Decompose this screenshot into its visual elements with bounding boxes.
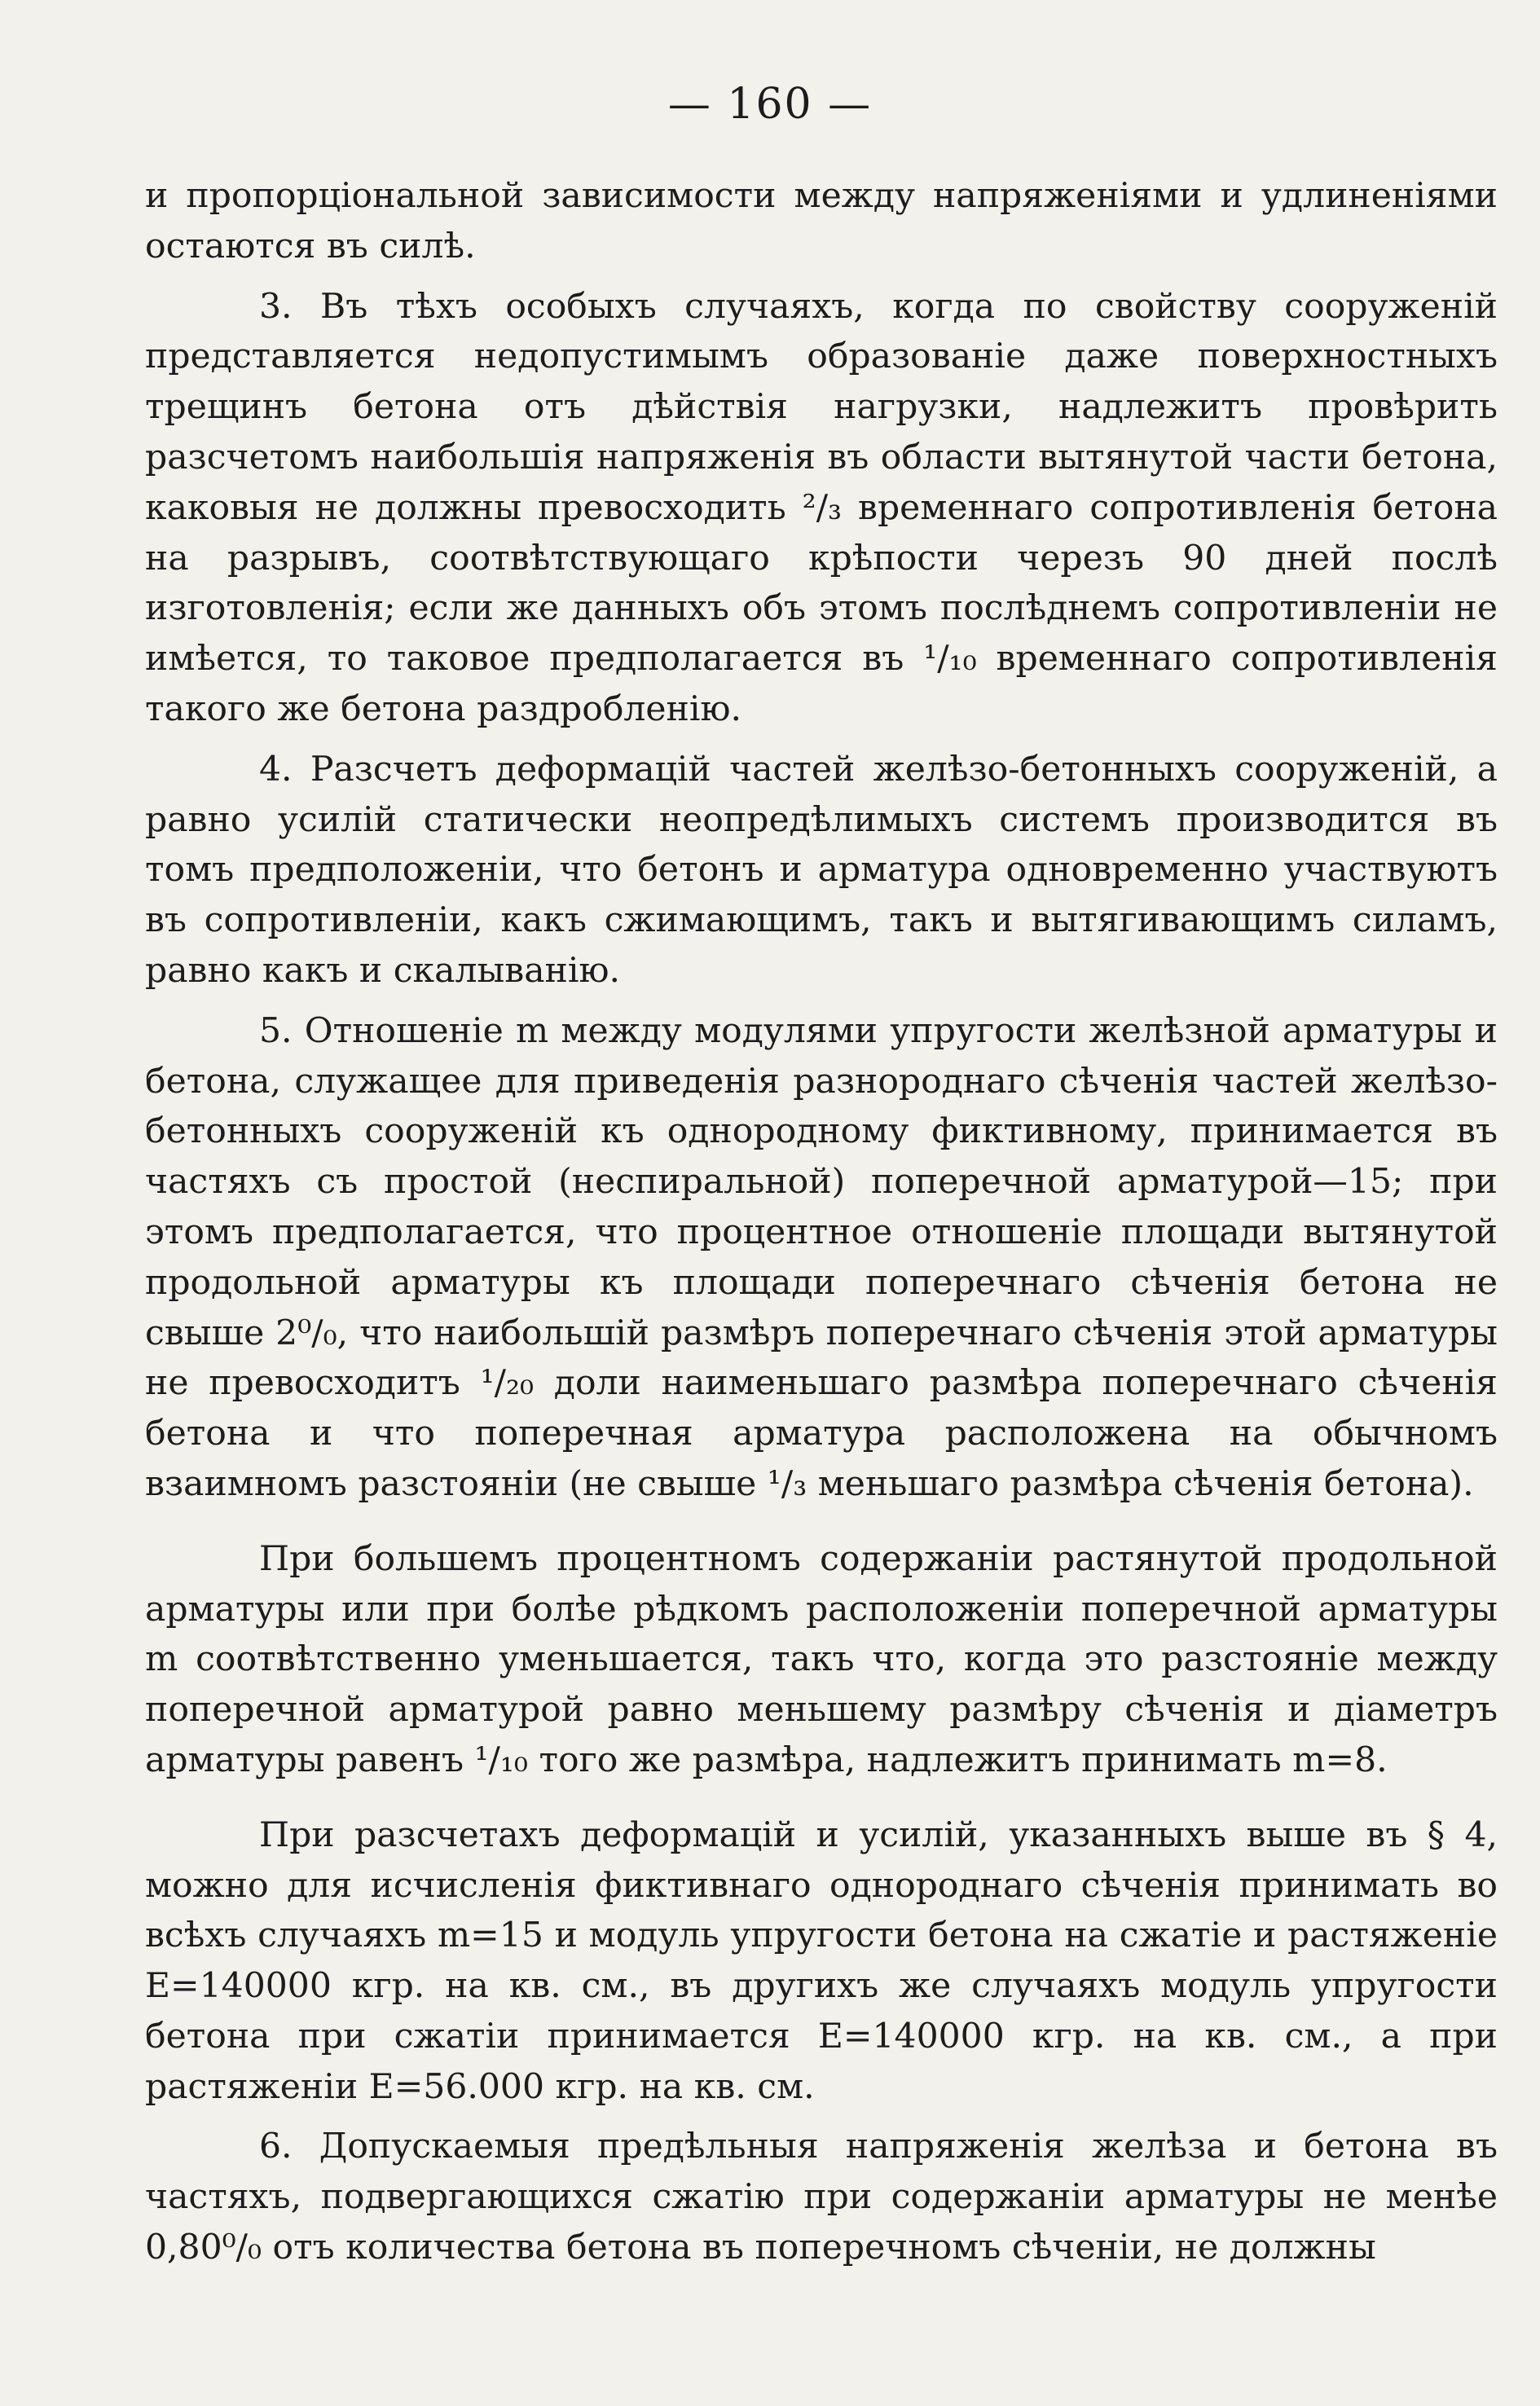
- body-text: [145, 171, 1498, 2273]
- paragraph-modulus-calculation: При разсчетахъ деформацій и усилій, указанныхъ выше въ § 4, можно для исчисленія фиктивнаго однороднаго сѣченія принимать во всѣхъ случаяхъ m=15 и модуль упругости бетона на сжатіе и растяженіе E=140000 кгр. на кв. см., въ другихъ же случаяхъ модуль упругости бетона при сжатіи принимается E=140000 кгр. на кв. см., а при растяженіи E=56.000 кгр. на кв. см.: [145, 1814, 1498, 2107]
- paragraph-continuation: и пропорціональной зависимости между напряженіями и удлиненіями остаются въ силѣ.: [145, 176, 1498, 266]
- paragraph-section-6: 6. Допускаемыя предѣльныя напряженія желѣза и бетона въ частяхъ, подвергающихся сжатію при содержаніи арматуры не менѣе 0,80⁰/₀ отъ количества бетона въ поперечномъ сѣченіи, не должны: [145, 2127, 1498, 2268]
- paragraph-section-3: 3. Въ тѣхъ особыхъ случаяхъ, когда по свойству сооруженій представляется недопустимымъ образованіе даже поверхностныхъ трещинъ бетона отъ дѣйствія нагрузки, надлежитъ провѣрить разсчетомъ наибольшія напряженія въ области вытянутой части бетона, каковыя не должны превосходить ²/₃ временнаго сопротивленія бетона на разрывъ, соотвѣтствующаго крѣпости черезъ 90 дней послѣ изготовленія; если же данныхъ объ этомъ послѣднемъ сопротивленіи не имѣется, то таковое предполагается въ ¹/₁₀ временнаго сопротивленія такого же бетона раздробленію.: [145, 286, 1498, 729]
- paragraph-reinforcement-ratio: При большемъ процентномъ содержаніи растянутой продольной арматуры или при болѣе рѣдкомъ расположеніи поперечной арматуры m соотвѣтственно уменьшается, такъ что, когда это разстояніе между поперечной арматурой равно меньшему размѣру сѣченія и діаметръ арматуры равенъ ¹/₁₀ того же размѣра, надлежитъ принимать m=8.: [145, 1538, 1498, 1780]
- paragraph-section-5: 5. Отношеніе m между модулями упругости желѣзной арматуры и бетона, служащее для приведенія разнороднаго сѣченія частей желѣзо-бетонныхъ сооруженій къ однородному фиктивному, принимается въ частяхъ съ простой (неспиральной) поперечной арматурой—15; при этомъ предполагается, что процентное отношеніе площади вытянутой продольной арматуры къ площади поперечнаго сѣченія бетона не свыше 2⁰/₀, что наибольшій размѣръ поперечнаго сѣченія этой арматуры не превосходитъ ¹/₂₀ доли наименьшаго размѣра поперечнаго сѣченія бетона и что поперечная арматура расположена на обычномъ взаимномъ разстояніи (не свыше ¹/₃ меньшаго размѣра сѣченія бетона).: [145, 1010, 1498, 1504]
- page-number: — 160 —: [667, 80, 873, 129]
- paragraph-section-4: 4. Разсчетъ деформацій частей желѣзо-бетонныхъ сооруженій, а равно усилій статически неопредѣлимыхъ системъ производится въ томъ предположеніи, что бетонъ и арматура одновременно участвуютъ въ сопротивленіи, какъ сжимающимъ, такъ и вытягивающимъ силамъ, равно какъ и скалыванію.: [145, 749, 1498, 991]
